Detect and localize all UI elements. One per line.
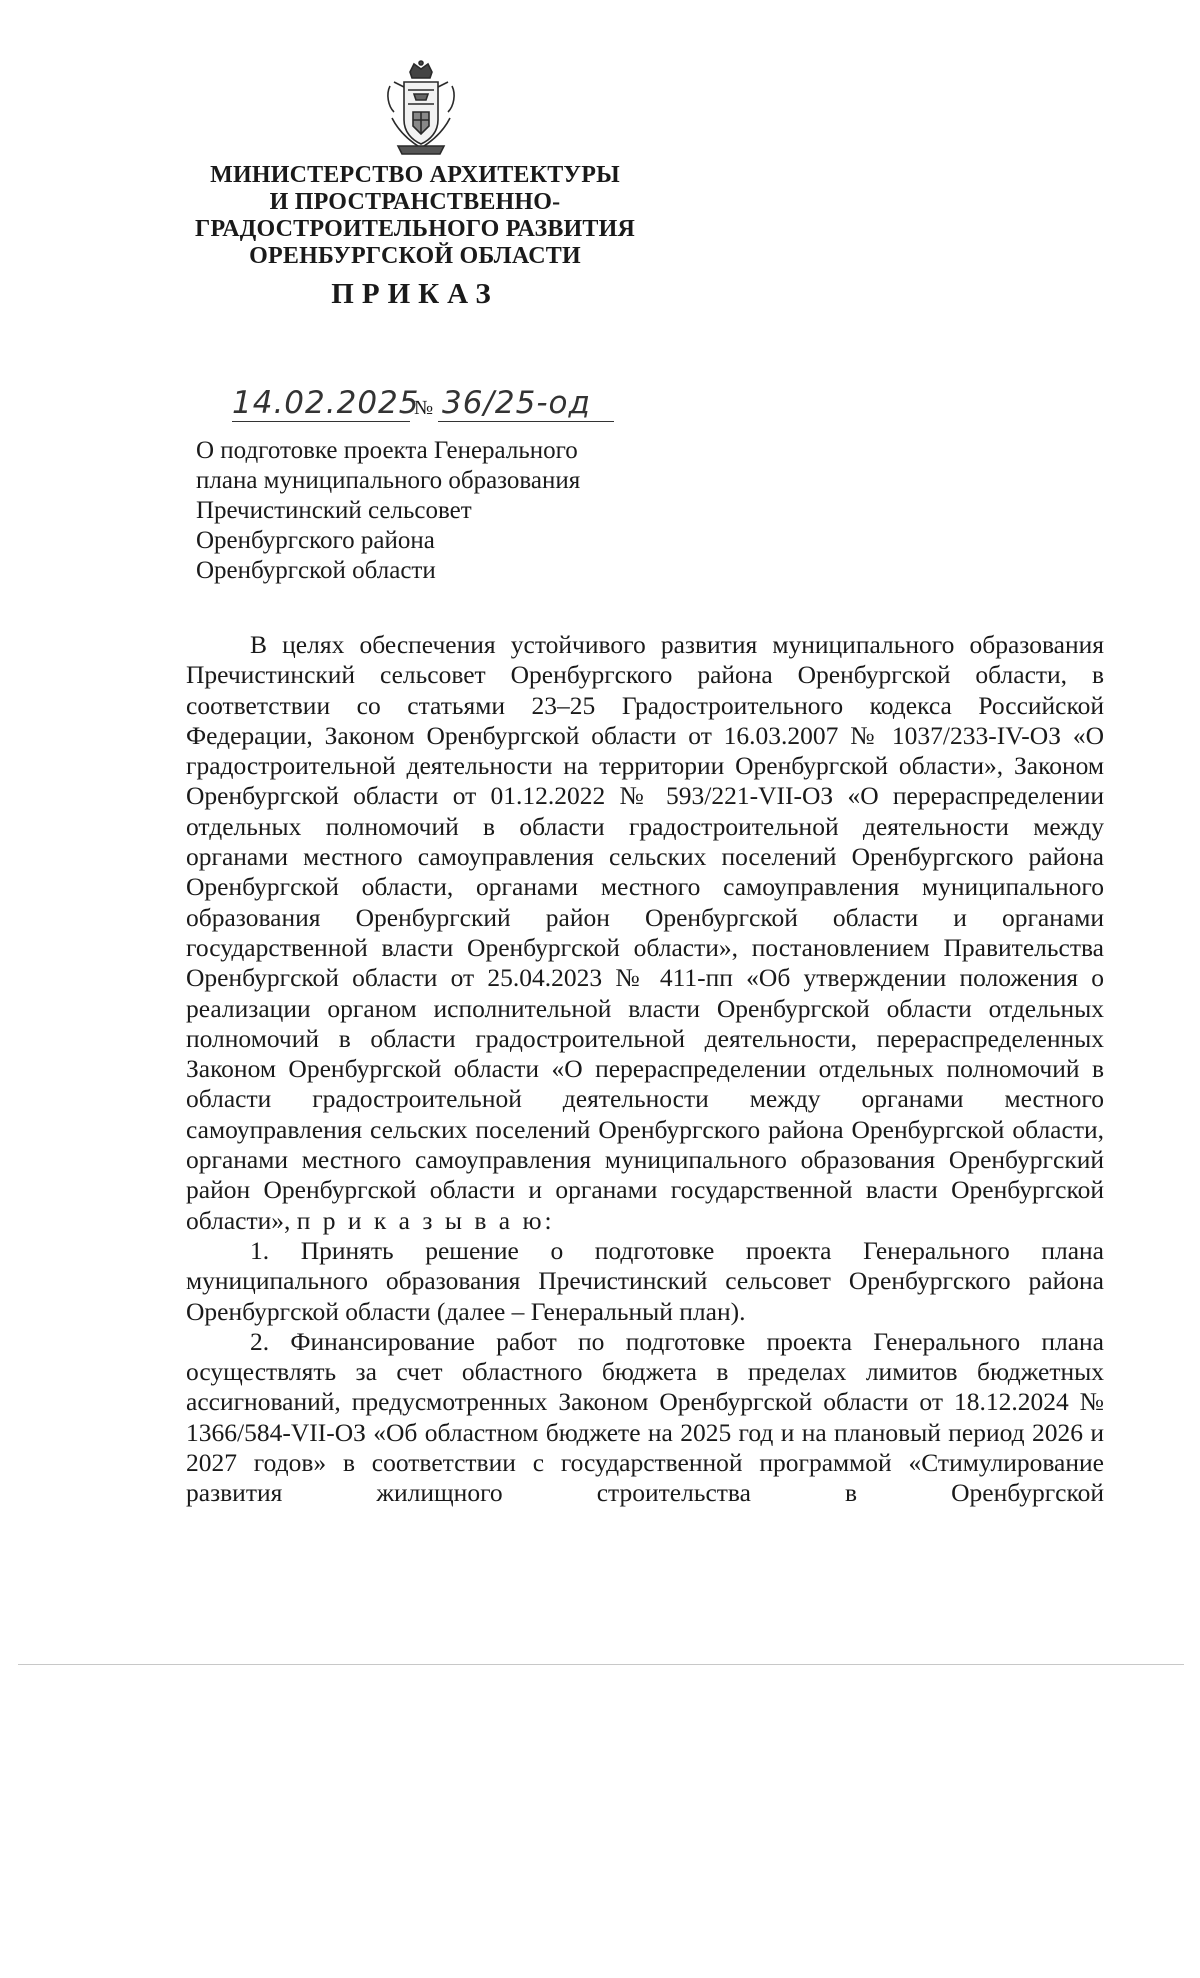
order-subject xyxy=(196,436,676,586)
subject-line-1: О подготовке проекта Генерального xyxy=(196,437,578,464)
registration-line xyxy=(232,385,632,425)
page-bottom-rule xyxy=(18,1664,1184,1665)
ministry-line-4: ОРЕНБУРГСКОЙ ОБЛАСТИ xyxy=(249,243,581,269)
subject-line-2: плана муниципального образования xyxy=(196,467,581,494)
number-underline xyxy=(438,421,614,422)
preamble-text: В целях обеспечения устойчивого развития муниципального образования Пречистинский сельсовет Оренбургского района Оренбургской области, в соответствии со статьями 23–25 Градостроительного кодекса Российской Федерации, Законом Оренбургской области от 16.03.2007 № 1037/233-IV-ОЗ «О градостроительной деятельности на территории Оренбургской области», Законом Оренбургской области от 01.12.2022 № 593/221-VII-ОЗ «О перераспределении отдельных полномочий в области градостроительной деятельности между органами местного самоуправления сельских поселений Оренбургского района Оренбургской области, органами местного самоуправления муниципального образования Оренбургский район Оренбургской области и органами государственной власти Оренбургской области», постановлением Правительства Оренбургской области от 25.04.2023 № 411-пп «Об утверждении положения о реализации органом исполнительной власти Оренбургской области отдельных полномочий в области градостроительной деятельности, перераспределенных Законом Оренбургской области «О перераспределении отдельных полномочий в области градостроительной деятельности между органами местного самоуправления сельских поселений Оренбургского района Оренбургской области, органами местного самоуправления муниципального образования Оренбургский район Оренбургской области и органами государственной власти Оренбургской области», xyxy=(186,630,1104,1235)
coat-of-arms-icon xyxy=(384,60,458,158)
document-type-title: ПРИКАЗ xyxy=(331,278,499,310)
ministry-line-1: МИНИСТЕРСТВО АРХИТЕКТУРЫ xyxy=(210,162,620,188)
ministry-line-2: И ПРОСТРАНСТВЕННО- xyxy=(269,189,561,215)
handwritten-number: 36/25-од xyxy=(442,385,591,421)
item-1-paragraph: 1. Принять решение о подготовке проекта Генерального плана муниципального образования Пречистинский сельсовет Оренбургского района Оренбургской области (далее – Генеральный план). xyxy=(186,1235,1104,1326)
subject-line-4: Оренбургского района xyxy=(196,527,435,554)
date-underline xyxy=(232,421,410,422)
preamble-paragraph xyxy=(186,630,1104,1236)
number-sign: № xyxy=(414,397,434,419)
subject-line-5: Оренбургской области xyxy=(196,557,436,584)
order-word: п р и к а з ы в а ю: xyxy=(296,1205,555,1235)
ministry-name xyxy=(170,162,660,270)
order-body xyxy=(186,630,1104,1509)
subject-line-3: Пречистинский сельсовет xyxy=(196,497,472,524)
handwritten-date: 14.02.2025 xyxy=(232,385,420,421)
item-2-paragraph: 2. Финансирование работ по подготовке проекта Генерального плана осуществлять за счет областного бюджета в пределах лимитов бюджетных ассигнований, предусмотренных Законом Оренбургской области от 18.12.2024 № 1366/584-VII-ОЗ «Об областном бюджете на 2025 год и на плановый период 2026 и 2027 годов» в соответствии с государственной программой «Стимулирование развития жилищного строительства в Оренбургской xyxy=(186,1326,1104,1508)
ministry-line-3: ГРАДОСТРОИТЕЛЬНОГО РАЗВИТИЯ xyxy=(194,216,636,242)
